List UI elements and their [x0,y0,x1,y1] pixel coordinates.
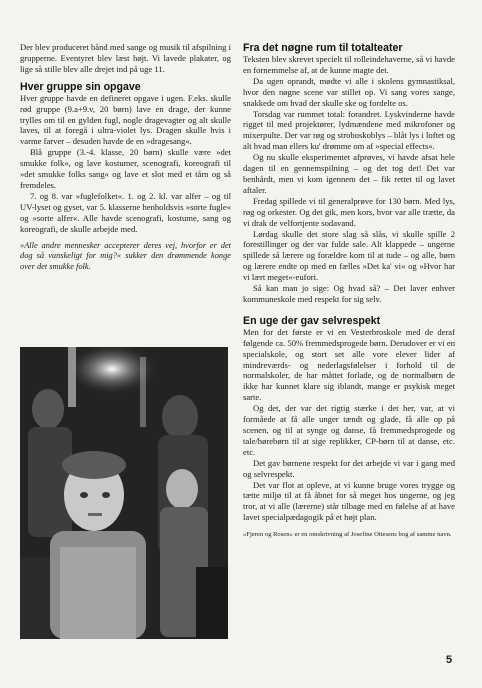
left-column [20,0,231,272]
heading-fra-det-noegne-rum: Fra det nøgne rum til totalteater [243,42,403,54]
paragraph: Så kan man jo sige: Og hvad så? – Det laver enhver kommuneskole med respekt for sig selv. [243,283,455,304]
footnote: »Fjeren og Rosen« er en omskrivning af Josefine Ottesens bog af samme navn. [243,531,452,539]
paragraph: Lørdag skulle det store slag så slås, vi skulle spille 2 forestillinger og der var fulde sale. Alt klappede – ungerne spillede så lærere og forældre kom til at tude – og alle, børn og lærere endte op med en fælles »Det ka' vi« og »Hvor har vi lært meget«-eufori. [243,228,455,283]
paragraph: Torsdag var rummet total: forandret. Lyskvinderne havde rigget til med projektører, lydmændene med mikrofoner og mixerpulte. Der var røg og stroboskoblys – blåt lys i loftet og alt hvad man ellers ku' drømme om af »special effects«. [243,108,455,152]
paragraph: Og det, der var det rigtig stærke i det her, var, at vi formåede at få alle unger tændt og glade, få alle op på scenen, og til at synge og danse, få fremmedsprogede og tale/hørebørn til at sige replikker, CP-børn til at danse, etc. etc. [243,403,455,457]
paragraph: Og nu skulle eksperimentet afprøves, vi havde afsat hele dagen til en gennemspilning – og det tog det! Det var benhårdt, men vi kom igennem det – fik rettet til og lavet aftaler. [243,152,455,195]
heading-hver-gruppe: Hver gruppe sin opgave [20,80,141,93]
photo-caption-quote: »Alle andre mennesker accepterer deres vej, hvorfor er det dog så vanskeligt for mig?« sukker den drømmende konge over det smukke folk. [20,240,231,271]
intro-paragraph: Der blev produceret bånd med sange og musik til afspilning i grupperne. Eventyret blev læst højt. Vi lavede plakater, og lige så stille blev alle drejet ind på uge 11. [20,42,231,74]
heading-en-uge-der-gav-selvrespekt: En uge der gav selvrespekt [243,314,381,327]
paragraph: Men for det første er vi en Vesterbroskole med de deraf følgende ca. 50% fremmedsprogede børn. Derudover er vi en specialskole, og stort set alle vore elever lider af mindreværds- og nederlagsfølelser i forhold til de normalskoler, de har måttet forlade, og de normalbørn de ikke har kunnet klare sig iblandt, mange er psykisk meget sarte. [243,326,455,403]
paragraph: Blå gruppe (3.-4. klasse, 20 børn) skulle være »det smukke folk«, og lave kostumer, scenografi, koreografi til »det smukke folks sang« og lave et slot med et tårn og så fremdeles. [20,147,231,190]
performance-photo [20,347,228,639]
paragraph: Da ugen oprandt, mødte vi alle i skolens gymnastiksal, hvor den nøgne scene var stillet op. Vi sang vores sange, snakkede om hvad der skulle ske og fordelte os. [243,75,455,108]
paragraph: 7. og 8. var »fuglefolket«. 1. og 2. kl. var alfer – og til UV-lyset og gyset, var 5. klasserne henholdsvis »sorte fugle« og »sorte alfer«. Alle havde scenografi, kostume, sang og koreografi, de skulle arbejde med. [20,190,231,234]
paragraph: Hver gruppe havde en defineret opgave i ugen. F.eks. skulle rød gruppe (9.a+9.v, 20 børn) lave en drage, der kunne trylles om til en gylden fugl, nogle dragevagter og alt skulle laves, til at foregå i ultra-violet lys. Dragen skulle hvis i varme farver – desuden havde de en »dragesang«. [20,92,231,147]
right-column [243,0,455,539]
page-number: 5 [446,654,453,666]
paragraph: Det gav børnene respekt for det arbejde vi var i gang med og selvrespekt. [243,457,455,479]
paragraph: Fredag spillede vi til generalprøve for 130 børn. Med lys, røg og orkester. Og det gik, men kors, hvor var alle trætte, da vi drak de velfortjente sodavand. [243,195,455,228]
paragraph: Teksten blev skrevet specielt til rolleindehaverne, så vi havde en fornemmelse af, at de kunne magte det. [243,54,455,75]
paragraph: Det var flot at opleve, at vi kunne bruge vores trygge og tætte miljø til at få åbnet for så meget hos ungerne, og jeg tror, at vi alle (lærerne) står tilbage med en følelse af at have lavet specialpædagogik på et højt plan. [243,479,455,523]
